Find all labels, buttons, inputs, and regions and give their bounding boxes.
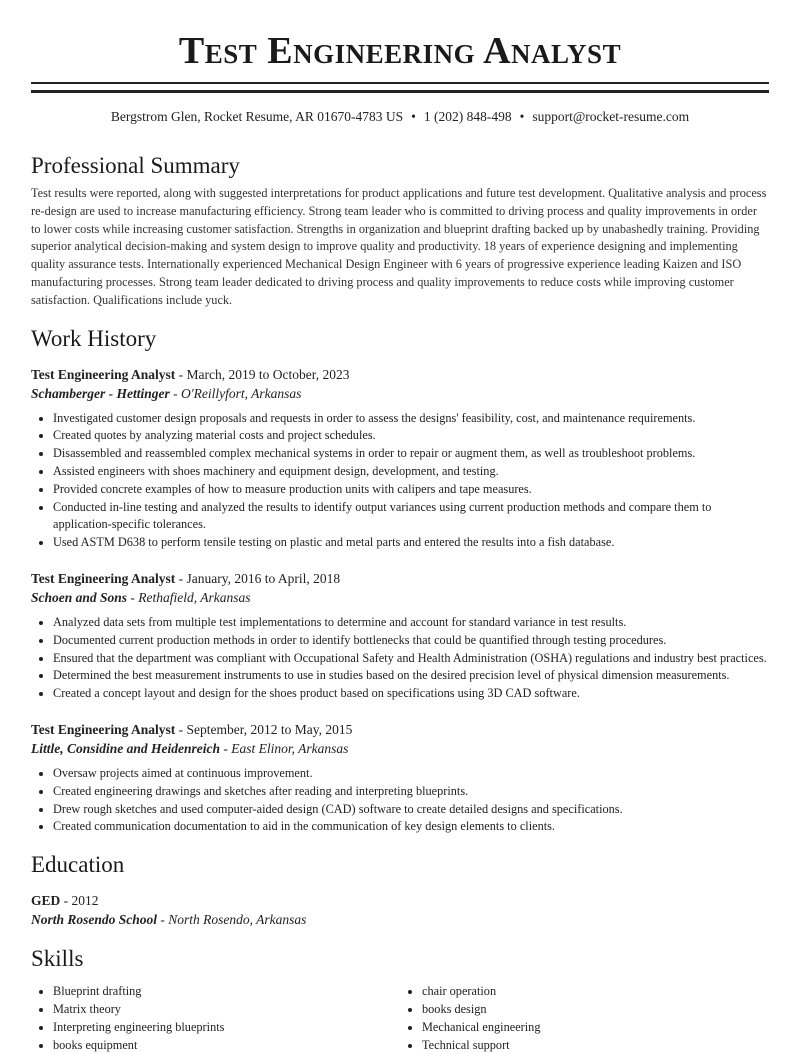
skill-item: • books equipment [53,1037,400,1054]
job-company-line [31,384,769,403]
list-item: • Assisted engineers with shoes machinery and equipment design, development, and testing. [53,463,769,481]
list-item: • Created a concept layout and design for the shoes product based on specifications using 3D CAD software. [53,685,769,703]
education-entry [31,891,769,929]
job-entry [31,365,769,552]
list-item: • Provided concrete examples of how to measure production units with calipers and tape measures. [53,481,769,499]
skill-item: • Matrix theory [53,1001,400,1019]
list-item: • Drew rough sketches and used computer-aided design (CAD) software to create detailed designs and specifications. [53,801,769,819]
job-role: Test Engineering Analyst [31,570,176,586]
skill-item: • chair operation [422,983,769,1001]
job-bullets [31,765,769,836]
list-item: • Conducted in-line testing and analyzed the results to identify output variances using current production methods and compare them to application-specific tolerances. [53,499,769,535]
education-location: - North Rosendo, Arkansas [157,912,307,928]
job-bullets [31,614,769,703]
education-degree: GED [31,893,61,909]
list-item: • Created engineering drawings and sketches after reading and interpreting blueprints. [53,783,769,801]
contact-separator: • [411,109,416,124]
job-entry [31,569,769,703]
job-company-line [31,588,769,607]
job-location: - East Elinor, Arkansas [220,740,349,756]
job-role: Test Engineering Analyst [31,721,176,737]
list-item: • Created communication documentation to aid in the communication of key design elements to clients. [53,818,769,836]
skills-column-left [31,983,400,1054]
contact-phone: 1 (202) 848-498 [423,109,512,124]
contact-address: Bergstrom Glen, Rocket Resume, AR 01670-4783 US [110,109,404,124]
list-item: • Oversaw projects aimed at continuous improvement. [53,765,769,783]
job-dates: - September, 2012 to May, 2015 [175,721,353,737]
skill-item: • Technical support [422,1037,769,1054]
job-header [31,365,769,384]
job-company: Schoen and Sons [31,589,128,605]
job-location: - O'Reillyfort, Arkansas [169,385,302,401]
job-company: Little, Considine and Heidenreich [31,740,221,756]
education-year: - 2012 [60,893,99,909]
list-item: • Created quotes by analyzing material costs and project schedules. [53,427,769,445]
summary-text: Test results were reported, along with suggested interpretations for product applications and future test development. Qualitative analysis and process re-design are used to increase manufacturing efficiency. Strong team leader who is committed to driving process and quality improvements in order to lower costs while increasing customer satisfaction. Strengths in organization and blueprint drafting backed up by unabashedly training. Providing superior analytical decision-making and system design to improve quality and productivity. 18 years of experience designing and implementing quality assurance tests. Internationally experienced Mechanical Design Engineer with 6 years of progressive experience leading Kaizen and ISO manufacturing processes. Strong team leader dedicated to driving process and quality improvements to reduce costs while improving customer satisfaction. Qualifications include yuck. [31,186,767,307]
list-item: • Determined the best measurement instruments to use in studies based on the desired precision level of physical dimension measurements. [53,667,769,685]
list-item: • Investigated customer design proposals and requests in order to assess the designs' feasibility, cost, and maintenance requirements. [53,410,769,428]
job-entry [31,720,769,836]
header-divider [31,82,769,93]
job-location: - Rethafield, Arkansas [127,589,251,605]
contact-line [31,108,769,126]
job-dates: - March, 2019 to October, 2023 [175,366,350,382]
work-history-heading: Work History [31,325,157,351]
education-school-line [31,910,769,929]
skills-column-right [400,983,769,1054]
job-header [31,569,769,588]
skill-item: • books design [422,1001,769,1019]
skill-item: • Mechanical engineering [422,1019,769,1037]
contact-separator: • [519,109,525,124]
list-item: • Used ASTM D638 to perform tensile testing on plastic and metal parts and entered the results into a fish database. [53,534,769,552]
education-heading: Education [31,852,125,878]
list-item: • Ensured that the department was compliant with Occupational Safety and Health Administration (OSHA) regulations and industry best practices. [53,650,769,668]
job-dates: - January, 2016 to April, 2018 [175,570,341,586]
education-school: North Rosendo School [31,912,158,928]
skill-item: • Interpreting engineering blueprints [53,1019,400,1037]
job-company-line [31,739,769,758]
skill-item: • Blueprint drafting [53,983,400,1001]
job-company: Schamberger - Hettinger [31,385,170,401]
job-role: Test Engineering Analyst [31,366,176,382]
contact-email: support@rocket-resume.com [532,109,690,124]
list-item: • Documented current production methods in order to identify bottlenecks that could be quantified through testing procedures. [53,632,769,650]
job-header [31,720,769,739]
list-item: • Analyzed data sets from multiple test implementations to determine and account for standard variance in test results. [53,614,769,632]
summary-heading: Professional Summary [31,153,240,178]
job-bullets [31,410,769,552]
education-header [31,891,769,910]
list-item: • Disassembled and reassembled complex mechanical systems in order to repair or augment them, as well as troubleshoot problems. [53,445,769,463]
skills-list [31,983,769,1054]
skills-heading: Skills [31,946,84,972]
resume-name: Test Engineering Analyst [178,30,622,72]
